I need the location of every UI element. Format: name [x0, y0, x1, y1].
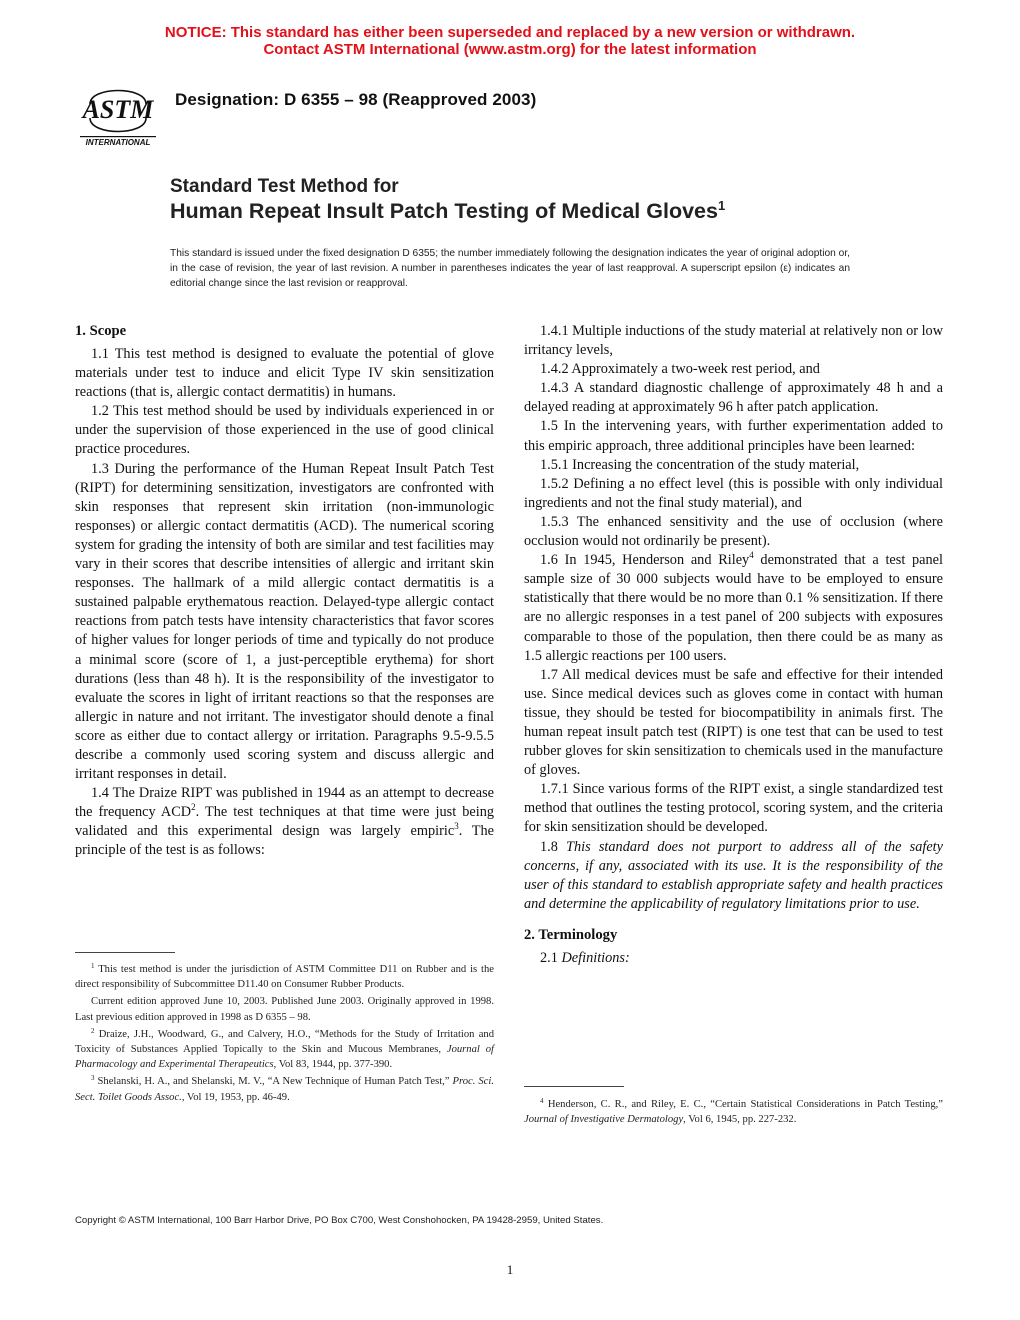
paragraph-2-1-text: Definitions: [561, 949, 630, 966]
withdrawal-notice [0, 24, 1020, 58]
footnote-4 [524, 1097, 943, 1127]
footnote-3-journal: Proc. Sci. Sect. Toilet Goods Assoc. [75, 1076, 494, 1103]
footnote-4-text-a: Henderson, C. R., and Riley, E. C., “Certain Statistical Considerations in Patch Testing,” [547, 1099, 943, 1110]
footnote-2-journal: Journal of Pharmacology and Experimental Therapeutics [75, 1044, 494, 1071]
paragraph-1-4 [75, 784, 494, 860]
paragraph-1-5-1: 1.5.1 Increasing the concentration of the study material, [540, 456, 860, 473]
logo-subtext: INTERNATIONAL [85, 138, 151, 147]
footnote-2-mark: 2 [91, 1026, 95, 1035]
paragraph-1-5-3: 1.5.3 The enhanced sensitivity and the use of occlusion (where occlusion would not ordinarily be present). [524, 513, 943, 550]
title-line-2 [170, 198, 725, 225]
footnote-4-mark: 4 [540, 1097, 544, 1105]
notice-line-2: Contact ASTM International (www.astm.org) for the latest information [263, 41, 757, 58]
footnote-1-edition: Current edition approved June 10, 2003. Published June 2003. Originally approved in 1998. Last previous edition approved in 1998 as D 6355 – 98. [75, 996, 494, 1023]
paragraph-1-8-number: 1.8 [540, 838, 567, 855]
logo-text: ASTM [82, 95, 154, 124]
footnote-ref-2[interactable]: 2 [191, 802, 196, 813]
designation: Designation: D 6355 – 98 (Reapproved 2003) [175, 90, 537, 109]
paragraph-1-4-1: 1.4.1 Multiple inductions of the study material at relatively non or low irritancy levels, [524, 323, 944, 359]
copyright: Copyright © ASTM International, 100 Barr Harbor Drive, PO Box C700, West Conshohocken, PA 19428-2959, United States. [75, 1215, 604, 1226]
paragraph-1-7: 1.7 All medical devices must be safe and effective for their intended use. Since medical devices such as gloves come in contact with human tissue, they should be tested for biocompatibility in animals first. The human repeat insult patch test (RIPT) is one test that can be used to test rubber gloves for skin sensitization to chemicals used in the manufacture of gloves. [524, 666, 943, 779]
paragraph-2-1-number: 2.1 [540, 949, 562, 966]
title-line-1: Standard Test Method for [170, 176, 399, 197]
right-column [524, 322, 943, 968]
footnote-ref-4[interactable]: 4 [749, 550, 754, 561]
paragraph-1-2: 1.2 This test method should be used by individuals experienced in or under the supervision of those experienced in the use of good clinical practice procedures. [75, 403, 494, 458]
paragraph-1-5: 1.5 In the intervening years, with further experimentation added to this empiric approach, three additional principles have been learned: [524, 418, 943, 454]
paragraph-1-5-2: 1.5.2 Defining a no effect level (this is possible with only individual ingredients and not the final study material), and [524, 475, 943, 511]
footnote-3-text-b: , Vol 19, 1953, pp. 46-49. [181, 1091, 290, 1103]
footnote-divider-left [75, 952, 175, 953]
document-title [170, 175, 725, 225]
footnote-3-text-a: Shelanski, H. A., and Shelanski, M. V., “A New Technique of Human Patch Test,” [97, 1076, 450, 1088]
section-heading-scope: 1. Scope [75, 323, 127, 339]
footnote-2-text-b: , Vol 83, 1944, pp. 377-390. [273, 1059, 393, 1071]
paragraph-1-6-text-b: demonstrated that a test panel sample size of 30 000 subjects would have to be employed to ensure statistically that there would be no more than 0.1 % sensitization. If there are no allergic responses in a test panel of 200 subjects with exposures comparable to those of the population, then there could be as many as 1.5 allergic reactions per 100 users. [524, 552, 943, 664]
footnote-ref-3[interactable]: 3 [454, 821, 459, 832]
right-footnotes [524, 1097, 943, 1129]
paragraph-1-6-text-a: 1.6 In 1945, Henderson and Riley [540, 552, 750, 569]
footnote-2-text-a: Draize, J.H., Woodward, G., and Calvery, H.O., “Methods for the Study of Irritation and Toxicity of Substances Applied Topically to the Skin and Mucous Membranes, [75, 1028, 494, 1056]
page-number: 1 [506, 1262, 514, 1277]
notice-line-1: NOTICE: This standard has either been superseded and replaced by a new version or withdrawn. [164, 24, 856, 41]
paragraph-1-1: 1.1 This test method is designed to evaluate the potential of glove materials under test to induce and elicit Type IV skin sensitization reactions (that is, allergic contact dermatitis) in humans. [75, 346, 494, 401]
footnote-4-text-b: , Vol 6, 1945, pp. 227-232. [683, 1114, 797, 1126]
footnote-2 [75, 1027, 494, 1073]
paragraph-2-1 [524, 949, 943, 968]
footnote-3-mark: 3 [91, 1074, 95, 1083]
paragraph-1-4-2: 1.4.2 Approximately a two-week rest period, and [540, 361, 820, 378]
footnote-3 [75, 1074, 494, 1104]
paragraph-1-8-text: This standard does not purport to address all of the safety concerns, if any, associated with its use. It is the responsibility of the user of this standard to establish appropriate safety and health practices and determine the applicability of regulatory limitations prior to use. [524, 838, 943, 912]
paragraph-1-8 [524, 838, 943, 914]
footnote-4-journal: Journal of Investigative Dermatology [524, 1114, 684, 1126]
title-footnote-mark: 1 [717, 198, 726, 213]
footnote-1-mark: 1 [91, 962, 95, 970]
paragraph-1-4-3: 1.4.3 A standard diagnostic challenge of approximately 48 h and a delayed reading at approximately 96 h after patch application. [524, 380, 943, 416]
section-heading-terminology: 2. Terminology [524, 926, 618, 943]
paragraph-1-4-text-b: . The test techniques at that time were just being validated and this experimental design was largely empiric [75, 804, 494, 840]
paragraph-1-7-1: 1.7.1 Since various forms of the RIPT exist, a single standardized test method that outlines the testing protocol, scoring system, and the criteria for skin sensitization should be developed. [524, 781, 943, 836]
paragraph-1-4-text-c: . The principle of the test is as follows: [75, 823, 494, 859]
left-column [75, 322, 494, 861]
astm-logo-icon [76, 74, 160, 148]
footnote-1-text: This test method is under the jurisdiction of ASTM Committee D11 on Rubber and is the direct responsibility of Subcommittee D11.40 on Consumer Rubber Products. [75, 964, 494, 991]
preamble: This standard is issued under the fixed designation D 6355; the number immediately following the designation indicates the year of original adoption or, in the case of revision, the year of last revision. A number in parentheses indicates the year of last reapproval. A superscript epsilon (ε) indicates an editorial change since the last revision or reapproval. [170, 248, 850, 289]
paragraph-1-3: 1.3 During the performance of the Human Repeat Insult Patch Test (RIPT) for determining sensitization, investigators are confronted with skin responses that represent skin irritation (non-immunologic responses) or allergic contact dermatitis (ACD). The numerical scoring system for grading the intensity of both are similar and test facilities may vary in their scores that describe intensities of allergic and irritant skin responses. The hallmark of a mild allergic contact dermatitis is a sustained palpable erythematous reaction. Delayed-type allergic contact reactions from patch tests have intensity characteristics that favor scores of higher values for longer periods of time and typically do not produce a minimal score (score of 1, a just-perceptible erythema) for short durations (less than 48 h). It is the responsibility of the investigator to evaluate the scores in light of irritant reactions so that the responses are allergic in nature and not irritant. The investigator should denote a final score as either due to contact allergy or irritation. Paragraphs 9.5-9.5.5 describe a commonly used scoring system and discuss allergic and irritant responses in detail. [75, 460, 494, 783]
left-footnotes [75, 962, 494, 1107]
title-main: Human Repeat Insult Patch Testing of Medical Gloves [170, 199, 718, 223]
footnote-1 [75, 962, 494, 992]
paragraph-1-6 [524, 551, 943, 666]
paragraph-1-4-text-a: 1.4 The Draize RIPT was published in 1944 as an attempt to decrease the frequency ACD [75, 785, 494, 821]
footnote-divider-right [524, 1086, 624, 1087]
